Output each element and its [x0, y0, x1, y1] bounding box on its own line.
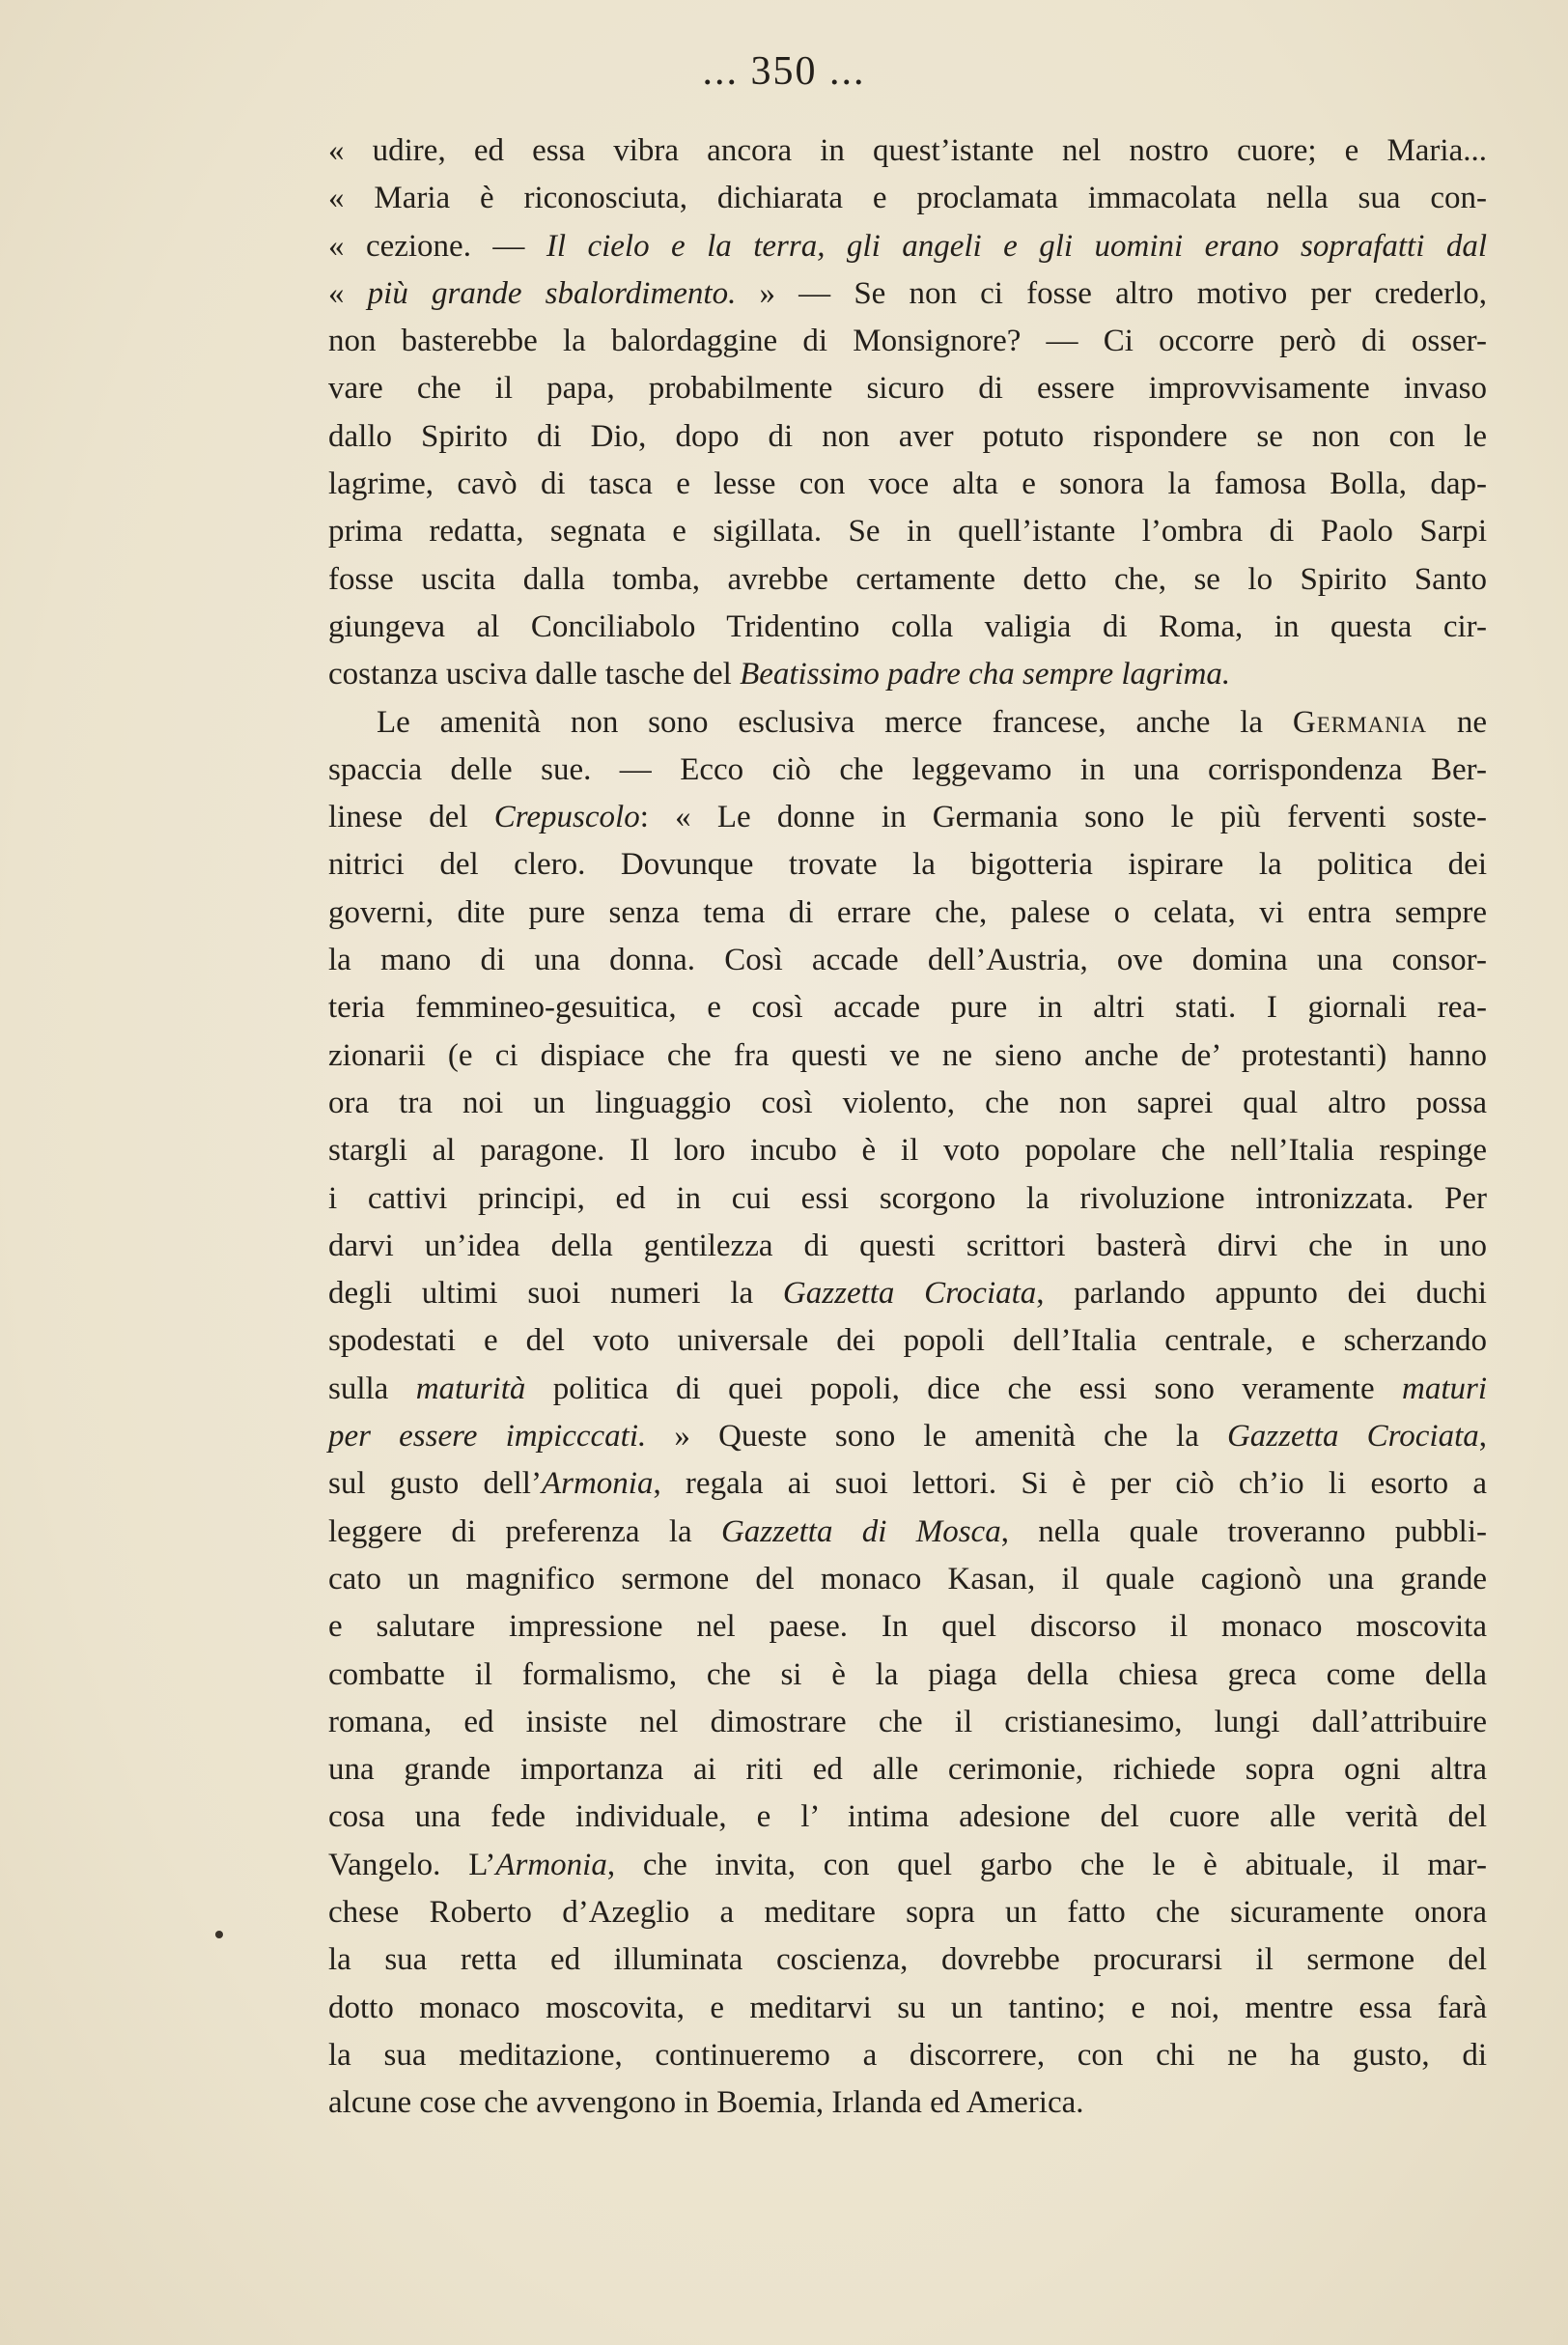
- text-segment: governi, dite pure senza tema di errare che, palese o celata, vi entra sempre: [328, 894, 1487, 930]
- text-segment: la sua meditazione, continueremo a discorrere, con chi ne ha gusto, di: [328, 2037, 1487, 2073]
- text-line: [328, 651, 1487, 698]
- text-segment: degli ultimi suoi numeri la: [328, 1276, 783, 1312]
- text-segment: nitrici del clero. Dovunque trovate la bigotteria ispirare la politica dei: [328, 847, 1487, 883]
- text-segment: « Maria è riconosciuta, dichiarata e proclamata immacolata nella sua con-: [328, 181, 1487, 216]
- text-segment: combatte il formalismo, che si è la piaga della chiesa greca come della: [328, 1656, 1487, 1692]
- text-segment: ne: [1427, 704, 1487, 740]
- text-segment: cosa una fede individuale, e l’ intima adesione del cuore alle verità del: [328, 1799, 1487, 1835]
- text-segment: ,: [1478, 1419, 1487, 1455]
- text-segment: : « Le donne in Germania sono le più ferventi soste-: [639, 800, 1487, 835]
- text-segment: Il cielo e la terra, gli angeli e gli uomini erano soprafatti dal: [546, 228, 1487, 264]
- text-segment: , che invita, con quel garbo che le è abituale, il mar-: [606, 1847, 1487, 1882]
- text-line: [328, 984, 1487, 1031]
- text-segment: fosse uscita dalla tomba, avrebbe certamente detto che, se lo Spirito Santo: [328, 561, 1487, 597]
- text-segment: dallo Spirito di Dio, dopo di non aver potuto rispondere se non con le: [328, 418, 1487, 454]
- text-segment: giungeva al Conciliabolo Tridentino colla valigia di Roma, in questa cir-: [328, 608, 1487, 644]
- text-segment: sul gusto dell’: [328, 1466, 542, 1502]
- text-line: [328, 1889, 1487, 1936]
- text-line: [328, 413, 1487, 461]
- text-line: [328, 1460, 1487, 1508]
- text-line: [328, 2079, 1487, 2127]
- text-line: [328, 1746, 1487, 1794]
- text-segment: linese del: [328, 800, 494, 835]
- body-text: [328, 127, 1487, 2127]
- text-line: [328, 556, 1487, 604]
- text-segment: cato un magnifico sermone del monaco Kasan, il quale cagionò una grande: [328, 1561, 1487, 1596]
- text-segment: maturità: [415, 1370, 526, 1406]
- text-segment: Gazzetta Crociata: [782, 1276, 1037, 1312]
- text-line: [328, 1556, 1487, 1603]
- text-segment: Gazzetta di Mosca: [720, 1513, 1001, 1549]
- text-segment: chese Roberto d’Azeglio a meditare sopra un fatto che sicuramente onora: [328, 1894, 1487, 1930]
- text-segment: Beatissimo padre cha sempre lagrima.: [740, 657, 1231, 692]
- text-segment: maturi: [1401, 1370, 1487, 1406]
- text-line: [328, 1175, 1487, 1223]
- text-line: [328, 508, 1487, 555]
- text-line: [328, 1317, 1487, 1365]
- text-segment: Crepuscolo: [493, 800, 640, 835]
- text-line: [328, 1794, 1487, 1841]
- text-segment: leggere di preferenza la: [328, 1513, 721, 1549]
- text-line: [328, 1603, 1487, 1651]
- text-line: [328, 794, 1487, 841]
- text-line: [328, 461, 1487, 508]
- text-segment: « cezione. —: [328, 228, 546, 264]
- text-segment: la mano di una donna. Così accade dell’Austria, ove domina una consor-: [328, 943, 1487, 978]
- text-line: [328, 890, 1487, 937]
- text-line: [328, 1699, 1487, 1746]
- text-segment: per essere impicccati.: [328, 1419, 647, 1455]
- text-line: [328, 937, 1487, 984]
- text-segment: Le amenità non sono esclusiva merce francese, anche la: [377, 704, 1293, 740]
- text-segment: più grande sbalordimento.: [367, 275, 737, 311]
- text-line: [328, 2032, 1487, 2079]
- text-segment: la sua retta ed illuminata coscienza, dovrebbe procurarsi il sermone del: [328, 1942, 1487, 1978]
- text-segment: politica di quei popoli, dice che essi sono veramente: [525, 1370, 1402, 1406]
- text-line: [328, 604, 1487, 651]
- page-number: ... 350 ...: [702, 49, 866, 94]
- text-segment: teria femmineo-gesuitica, e così accade pure in altri stati. I giornali rea-: [328, 990, 1487, 1026]
- text-segment: spodestati e del voto universale dei popoli dell’Italia centrale, e scherzando: [328, 1323, 1487, 1359]
- text-segment: , parlando appunto dei duchi: [1036, 1276, 1487, 1312]
- text-segment: costanza usciva dalle tasche del: [328, 657, 741, 692]
- text-segment: Armonia: [495, 1847, 607, 1882]
- text-segment: Germania: [1292, 704, 1428, 740]
- text-line: [328, 1413, 1487, 1460]
- text-segment: , regala ai suoi lettori. Si è per ciò ch’io li esorto a: [653, 1466, 1487, 1502]
- text-segment: ora tra noi un linguaggio così violento, che non saprei qual altro possa: [328, 1085, 1487, 1120]
- text-line: [328, 1985, 1487, 2032]
- text-segment: darvi un’idea della gentilezza di questi scrittori basterà dirvi che in uno: [328, 1228, 1487, 1263]
- text-line: [328, 1366, 1487, 1413]
- text-line: [328, 1270, 1487, 1317]
- text-line: [328, 270, 1487, 318]
- text-segment: « udire, ed essa vibra ancora in quest’istante nel nostro cuore; e Maria...: [328, 133, 1487, 168]
- text-segment: romana, ed insiste nel dimostrare che il cristianesimo, lungi dall’attribuire: [328, 1704, 1487, 1739]
- text-segment: i cattivi principi, ed in cui essi scorgono la rivoluzione intronizzata. Per: [328, 1180, 1487, 1216]
- text-line: [328, 1936, 1487, 1984]
- text-segment: stargli al paragone. Il loro incubo è il voto popolare che nell’Italia respinge: [328, 1133, 1487, 1169]
- text-segment: » Queste sono le amenità che la: [646, 1419, 1227, 1455]
- text-segment: zionarii (e ci dispiace che fra questi ve ne sieno anche de’ protestanti) hanno: [328, 1037, 1487, 1073]
- text-line: [328, 699, 1487, 747]
- text-line: [328, 841, 1487, 889]
- text-segment: «: [328, 275, 368, 311]
- text-line: [328, 1223, 1487, 1270]
- text-line: [328, 175, 1487, 222]
- text-line: [328, 1127, 1487, 1174]
- text-line: [328, 223, 1487, 270]
- text-line: [328, 1842, 1487, 1889]
- text-segment: Gazzetta Crociata: [1226, 1419, 1479, 1455]
- text-line: [328, 127, 1487, 175]
- text-segment: non basterebbe la balordaggine di Monsignore? — Ci occorre però di osser-: [328, 324, 1487, 359]
- text-segment: vare che il papa, probabilmente sicuro di essere improvvisamente invaso: [328, 371, 1487, 407]
- text-line: [328, 1509, 1487, 1556]
- text-line: [328, 747, 1487, 794]
- text-segment: dotto monaco moscovita, e meditarvi su un tantino; e noi, mentre essa farà: [328, 1990, 1487, 2025]
- text-segment: sulla: [328, 1370, 416, 1406]
- text-line: [328, 1080, 1487, 1127]
- text-line: [328, 1652, 1487, 1699]
- text-segment: » — Se non ci fosse altro motivo per crederlo,: [736, 275, 1488, 311]
- text-line: [328, 365, 1487, 412]
- text-segment: , nella quale troveranno pubbli-: [1000, 1513, 1487, 1549]
- text-segment: Vangelo. L’: [328, 1847, 496, 1882]
- text-segment: una grande importanza ai riti ed alle cerimonie, richiede sopra ogni altra: [328, 1752, 1487, 1788]
- ink-spot: [215, 1931, 223, 1938]
- text-segment: e salutare impressione nel paese. In quel discorso il monaco moscovita: [328, 1609, 1487, 1645]
- text-segment: lagrime, cavò di tasca e lesse con voce alta e sonora la famosa Bolla, dap-: [328, 466, 1487, 502]
- text-line: [328, 318, 1487, 365]
- text-segment: Armonia: [541, 1466, 654, 1502]
- text-segment: alcune cose che avvengono in Boemia, Irlanda ed America.: [328, 2085, 1084, 2121]
- text-segment: spaccia delle sue. — Ecco ciò che leggevamo in una corrispondenza Ber-: [328, 751, 1487, 787]
- text-segment: prima redatta, segnata e sigillata. Se in quell’istante l’ombra di Paolo Sarpi: [328, 514, 1487, 550]
- text-line: [328, 1032, 1487, 1080]
